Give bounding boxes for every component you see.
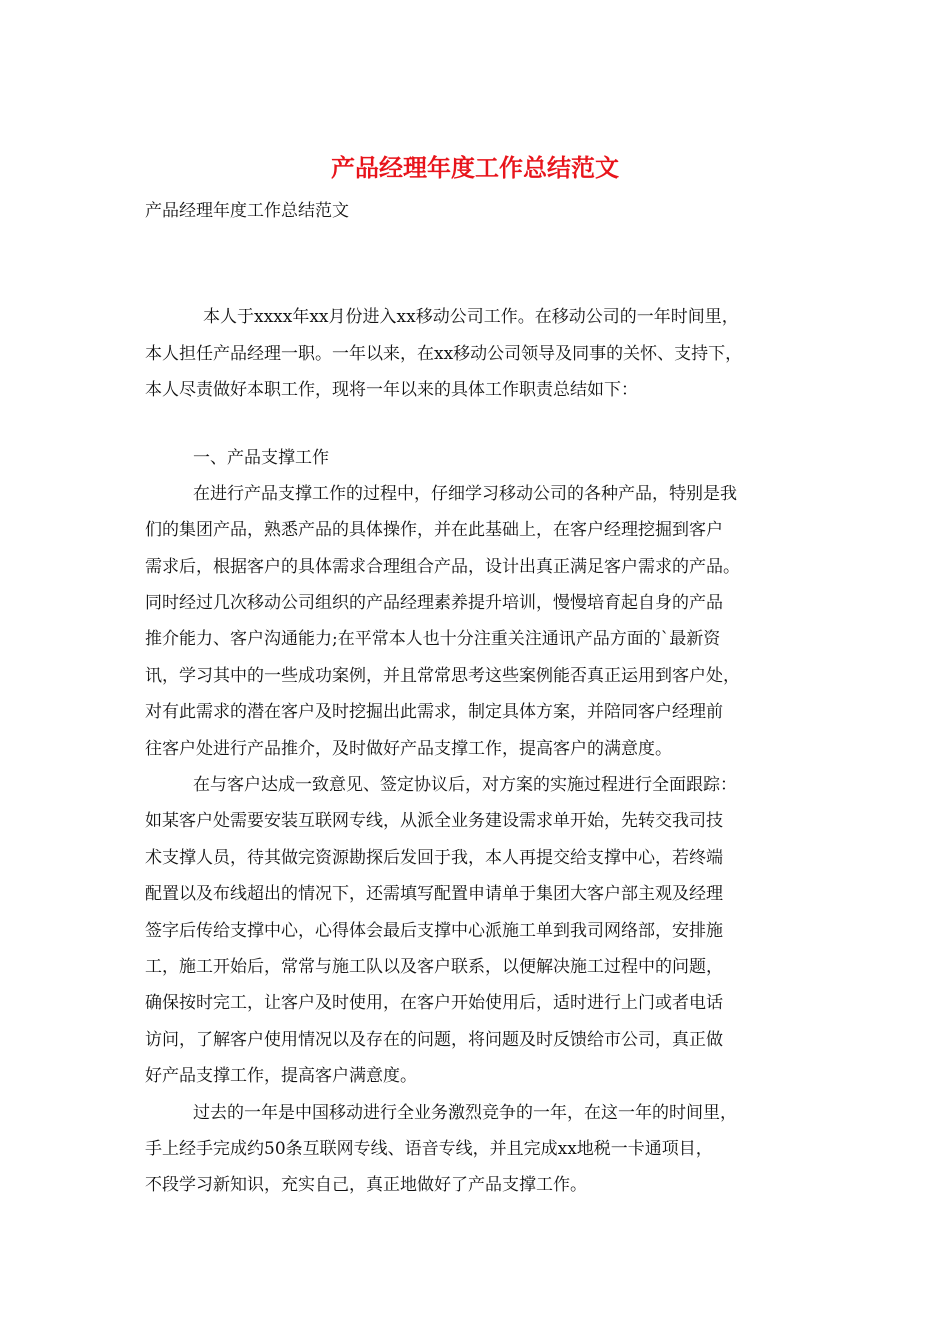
paragraph-line: 们的集团产品，熟悉产品的具体操作，并在此基础上，在客户经理挖掘到客户 xyxy=(145,520,723,540)
paragraph-line: 讯，学习其中的一些成功案例，并且常常思考这些案例能否真正运用到客户处， xyxy=(145,666,740,686)
paragraph-line: 在与客户达成一致意见、签定协议后，对方案的实施过程进行全面跟踪： xyxy=(193,775,737,795)
paragraph-line: 本人尽责做好本职工作，现将一年以来的具体工作职责总结如下： xyxy=(145,380,638,400)
paragraph-line: 术支撑人员，待其做完资源勘探后发回于我，本人再提交给支撑中心，若终端 xyxy=(145,848,723,868)
paragraph-line: 手上经手完成约50条互联网专线、语音专线，并且完成xx地税一卡通项目， xyxy=(145,1139,713,1159)
paragraph-line: 本人担任产品经理一职。一年以来，在xx移动公司领导及同事的关怀、支持下， xyxy=(145,344,743,364)
section-heading: 一、产品支撑工作 xyxy=(193,448,329,468)
paragraph-line: 需求后，根据客户的具体需求合理组合产品，设计出真正满足客户需求的产品。 xyxy=(145,557,740,577)
paragraph-line: 签字后传给支撑中心，心得体会最后支撑中心派施工单到我司网络部，安排施 xyxy=(145,921,723,941)
paragraph-line: 配置以及布线超出的情况下，还需填写配置申请单于集团大客户部主观及经理 xyxy=(145,884,723,904)
document-title: 产品经理年度工作总结范文 xyxy=(331,153,619,182)
paragraph-line: 过去的一年是中国移动进行全业务激烈竞争的一年，在这一年的时间里， xyxy=(193,1103,737,1123)
paragraph-line: 在进行产品支撑工作的过程中，仔细学习移动公司的各种产品，特别是我 xyxy=(193,484,737,504)
paragraph-line: 同时经过几次移动公司组织的产品经理素养提升培训，慢慢培育起自身的产品 xyxy=(145,593,723,613)
paragraph-line: 如某客户处需要安装互联网专线，从派全业务建设需求单开始，先转交我司技 xyxy=(145,811,723,831)
paragraph-line: 工，施工开始后，常常与施工队以及客户联系，以便解决施工过程中的问题， xyxy=(145,957,723,977)
paragraph-line: 本人于xxxx年xx月份进入xx移动公司工作。在移动公司的一年时间里， xyxy=(203,307,739,327)
document-subtitle: 产品经理年度工作总结范文 xyxy=(145,201,349,221)
paragraph-line: 确保按时完工，让客户及时使用，在客户开始使用后，适时进行上门或者电话 xyxy=(145,993,723,1013)
paragraph-line: 不段学习新知识，充实自己，真正地做好了产品支撑工作。 xyxy=(145,1175,587,1195)
paragraph-line: 往客户处进行产品推介，及时做好产品支撑工作，提高客户的满意度。 xyxy=(145,739,672,759)
paragraph-line: 好产品支撑工作，提高客户满意度。 xyxy=(145,1066,417,1086)
paragraph-line: 对有此需求的潜在客户及时挖掘出此需求，制定具体方案，并陪同客户经理前 xyxy=(145,702,723,722)
paragraph-line: 访问，了解客户使用情况以及存在的问题，将问题及时反馈给市公司，真正做 xyxy=(145,1030,723,1050)
paragraph-line: 推介能力、客户沟通能力;在平常本人也十分注重关注通讯产品方面的`最新资 xyxy=(145,629,721,649)
